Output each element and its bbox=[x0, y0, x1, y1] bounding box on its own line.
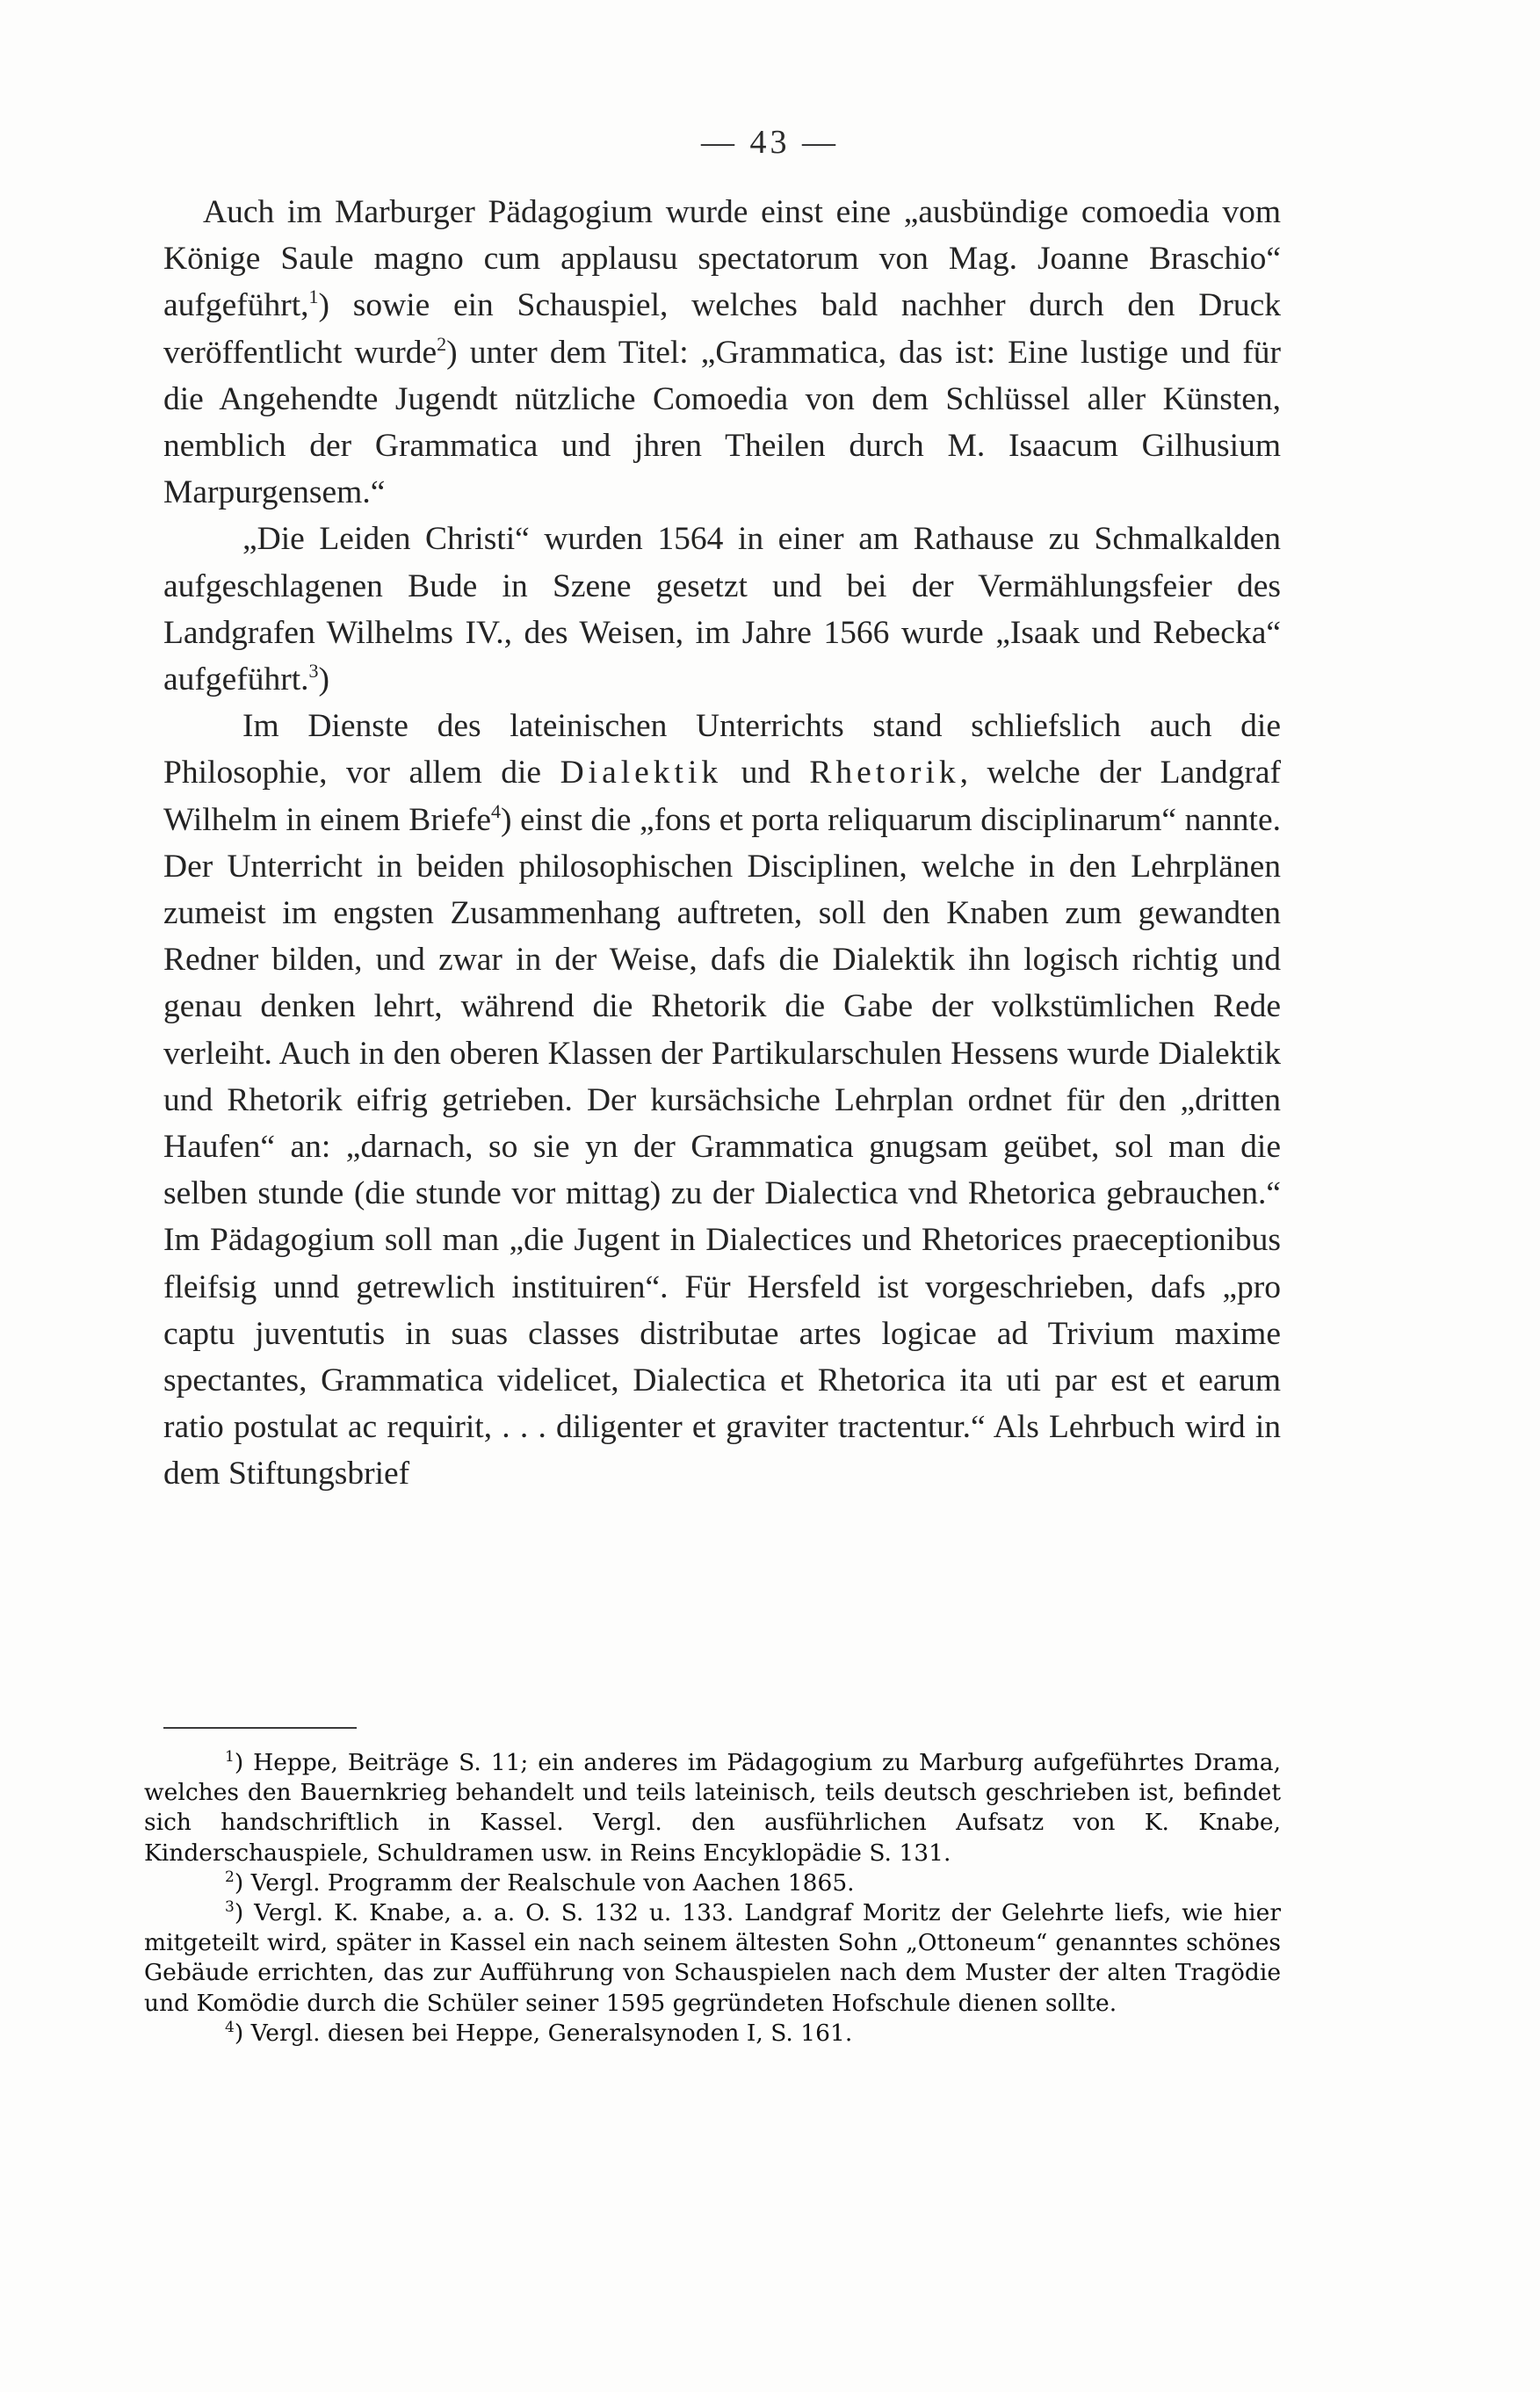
footnote-mark: 4 bbox=[225, 2018, 235, 2036]
footnote-4 bbox=[144, 2019, 1281, 2049]
footnote-3 bbox=[144, 1898, 1281, 2019]
text-run: ) einst die „fons et porta reliquarum disciplinarum“ nannte. Der Unterricht in beiden philosophischen Disciplinen, welche in den Lehrplänen zumeist im engsten Zusammenhang auftreten, soll den Knaben zum gewandten Redner bilden, und zwar in der Weise, dafs die Dialektik ihn logisch richtig und genau denken lehrt, während die Rhetorik die Gabe der volkstümlichen Rede verleiht. Auch in den oberen Klassen der Partikularschulen Hessens wurde Dialektik und Rhetorik eifrig getrieben. Der kursächsiche Lehrplan ordnet für den „dritten Haufen“ an: „darnach, so sie yn der Grammatica gnugsam geübet, sol man die selben stunde (die stunde vor mittag) zu der Dialectica vnd Rhetorica gebrauchen.“ Im Pädagogium soll man „die Jugent in Dialectices und Rhetorices praeceptionibus fleifsig unnd getrewlich instituiren“. Für Hersfeld ist vorgeschrieben, dafs „pro captu juventutis in suas classes distributae artes logicae ad Trivium maxime spectantes, Grammatica videlicet, Dialectica et Rhetorica ita uti par est et earum ratio postulat ac requirit, . . . diligenter et graviter tractentur.“ Als Lehrbuch wird in dem Stiftungsbrief bbox=[163, 801, 1281, 1492]
text-run: Auch im Marburger Pädagogium wurde einst eine „ausbündige comoedia vom Könige Saule magno cum applausu spectatorum von Mag. Joanne Braschio“ aufgeführt, bbox=[163, 194, 1281, 324]
text-run: ) sowie ein Schauspiel, welches bald nachher durch den Druck veröffentlicht wurde bbox=[163, 287, 1281, 371]
page-number: — 43 — bbox=[701, 124, 839, 161]
footnote-divider bbox=[163, 1727, 357, 1729]
footnote-mark: 2 bbox=[225, 1868, 235, 1886]
footnote-mark: 1 bbox=[225, 1748, 235, 1766]
footnote-text: ) Vergl. diesen bei Heppe, Generalsynoden I, S. 161. bbox=[234, 2019, 853, 2047]
footnote-text: ) Vergl. Programm der Realschule von Aachen 1865. bbox=[234, 1868, 855, 1897]
footnote-ref-4: 4 bbox=[491, 799, 502, 822]
footnotes bbox=[144, 1748, 1281, 2049]
paragraph-2 bbox=[163, 516, 1281, 703]
text-run: , welche der Landgraf Wilhelm in einem Briefe bbox=[163, 755, 1281, 838]
spaced-term-rhetorik: Rhetorik bbox=[809, 755, 960, 791]
text-run: und bbox=[722, 755, 810, 791]
footnote-ref-3: 3 bbox=[308, 660, 319, 683]
text-run: Im Dienste des lateinischen Unterrichts stand schliefslich auch die Philosophie, vor allem die bbox=[163, 708, 1281, 791]
paragraph-1 bbox=[163, 189, 1281, 516]
footnote-2 bbox=[144, 1868, 1281, 1898]
spaced-term-dialektik: Dialektik bbox=[560, 755, 723, 791]
footnote-ref-2: 2 bbox=[437, 332, 447, 355]
text-run: ) bbox=[318, 661, 330, 698]
text-run: ) unter dem Titel: „Grammatica, das ist: Eine lustige und für die Angehendte Jugendt nützliche Comoedia von dem Schlüssel aller Künsten, nemblich der Grammatica und jhren Theilen durch M. Isaacum Gilhusium Marpurgensem.“ bbox=[163, 334, 1281, 511]
main-text bbox=[163, 189, 1281, 1498]
paragraph-3 bbox=[163, 703, 1281, 1497]
footnote-1 bbox=[144, 1748, 1281, 1868]
footnote-text: ) Vergl. K. Knabe, a. a. O. S. 132 u. 133. Landgraf Moritz der Gelehrte liefs, wie hier mitgeteilt wird, später in Kassel ein nach seinem ältesten Sohn „Ottoneum“ genanntes schönes Gebäude errichten, das zur Aufführung von Schauspielen nach dem Muster der alten Tragödie und Komödie durch die Schüler seiner 1595 gegründeten Hofschule dienen sollte. bbox=[144, 1899, 1281, 2017]
footnote-text: ) Heppe, Beiträge S. 11; ein anderes im Pädagogium zu Marburg aufgeführtes Drama, welches den Bauernkrieg behandelt und teils lateinisch, teils deutsch geschrieben ist, befindet sich handschriftlich in Kassel. Vergl. den ausführlichen Aufsatz von K. Knabe, Kinderschauspiele, Schuldramen usw. in Reins Encyklopädie S. 131. bbox=[144, 1749, 1281, 1867]
text-run: „Die Leiden Christi“ wurden 1564 in einer am Rathause zu Schmalkalden aufgeschlagenen Bude in Szene gesetzt und bei der Vermählungsfeier des Landgrafen Wilhelms IV., des Weisen, im Jahre 1566 wurde „Isaak und Rebecka“ aufgeführt. bbox=[163, 521, 1281, 698]
footnote-ref-1: 1 bbox=[308, 285, 319, 308]
footnote-mark: 3 bbox=[225, 1898, 235, 1917]
